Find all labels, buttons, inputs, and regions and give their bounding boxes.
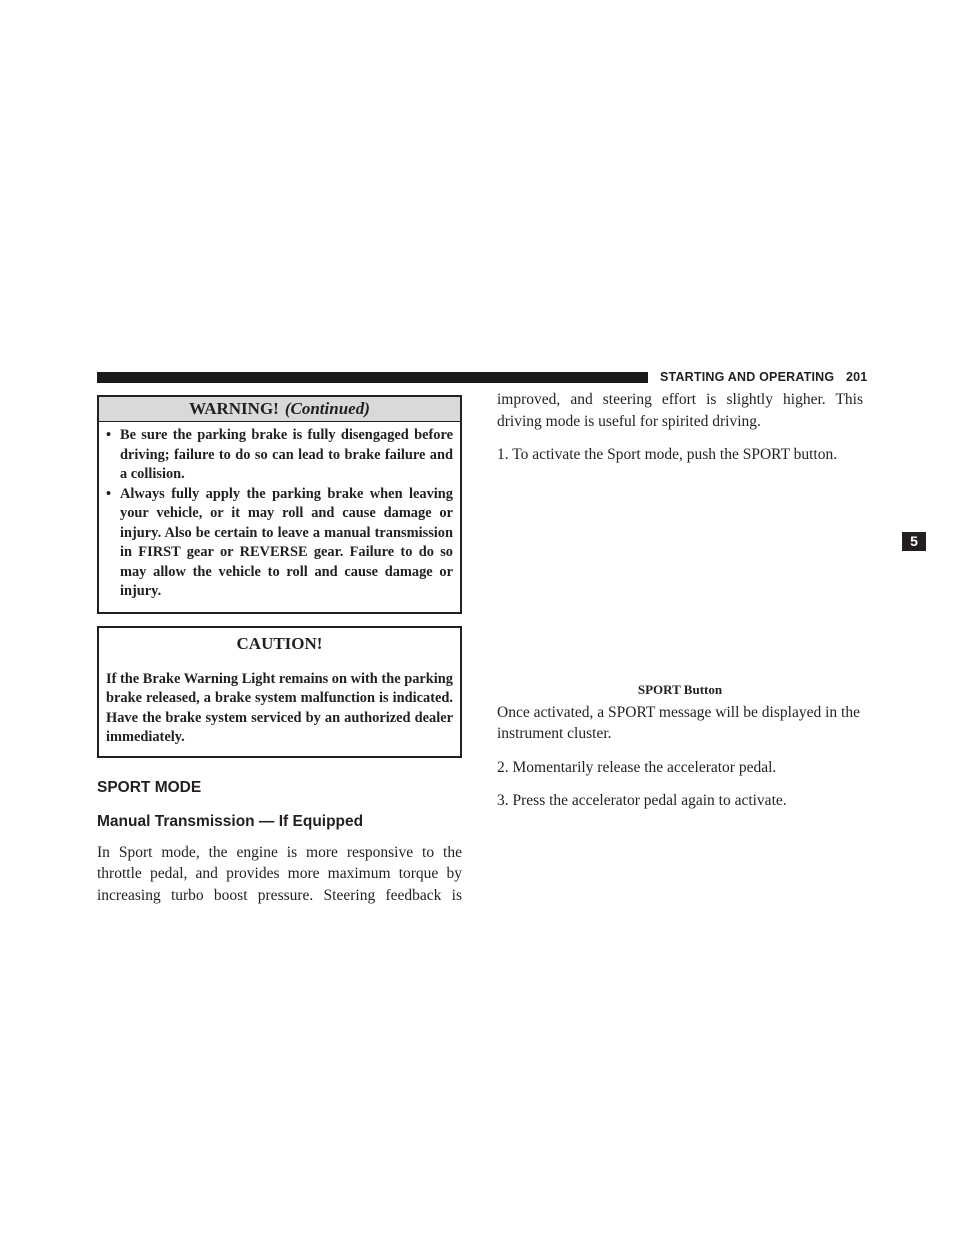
warning-list (99, 422, 460, 612)
warning-box (97, 395, 462, 614)
caution-box (97, 626, 462, 758)
warning-item: • Always fully apply the parking brake when leaving your vehicle, or it may roll and cause damage or injury. Also be certain to leave a manual transmission in FIRST gear or REVERSE gear. Failure to do so may allow the vehicle to roll and cause damage or injury. (106, 485, 453, 602)
step-2: 2. Momentarily release the accelerator pedal. (497, 758, 777, 776)
left-column (97, 395, 462, 906)
step-3: 3. Press the accelerator pedal again to activate. (497, 792, 787, 809)
sport-button-figure (497, 466, 863, 682)
header-rule (97, 372, 648, 383)
figure-caption: SPORT Button (637, 681, 723, 697)
step-1: 1. To activate the Sport mode, push the SPORT button. (497, 446, 838, 463)
caution-title: CAUTION! (236, 633, 323, 653)
section-heading: SPORT MODE (97, 778, 202, 796)
subsection-heading: Manual Transmission — If Equipped (97, 812, 364, 830)
section-name: STARTING AND OPERATING (660, 370, 835, 384)
intro-continued: improved, and steering effort is slightly higher. This driving mode is useful for spirited driving. (497, 391, 863, 430)
intro-paragraph: In Sport mode, the engine is more responsive to the throttle pedal, and provides more maximum torque by increasing turbo boost pressure. Steering feedback is (97, 843, 462, 904)
chapter-tab: 5 (902, 532, 926, 551)
warning-continued: (Continued) (284, 399, 370, 418)
warning-header (99, 397, 460, 422)
running-header (660, 369, 868, 385)
warning-item: • Be sure the parking brake is fully disengaged before driving; failure to do so can lead to brake failure and a collision. (106, 426, 453, 485)
caution-text: If the Brake Warning Light remains on with the parking brake released, a brake system malfunction is indicated. Have the brake system serviced by an authorized dealer immediately. (106, 670, 453, 745)
after-figure-paragraph: Once activated, a SPORT message will be displayed in the instrument cluster. (497, 703, 860, 742)
warning-title: WARNING! (189, 399, 279, 418)
page-number: 201 (846, 370, 868, 384)
right-column (497, 389, 863, 812)
